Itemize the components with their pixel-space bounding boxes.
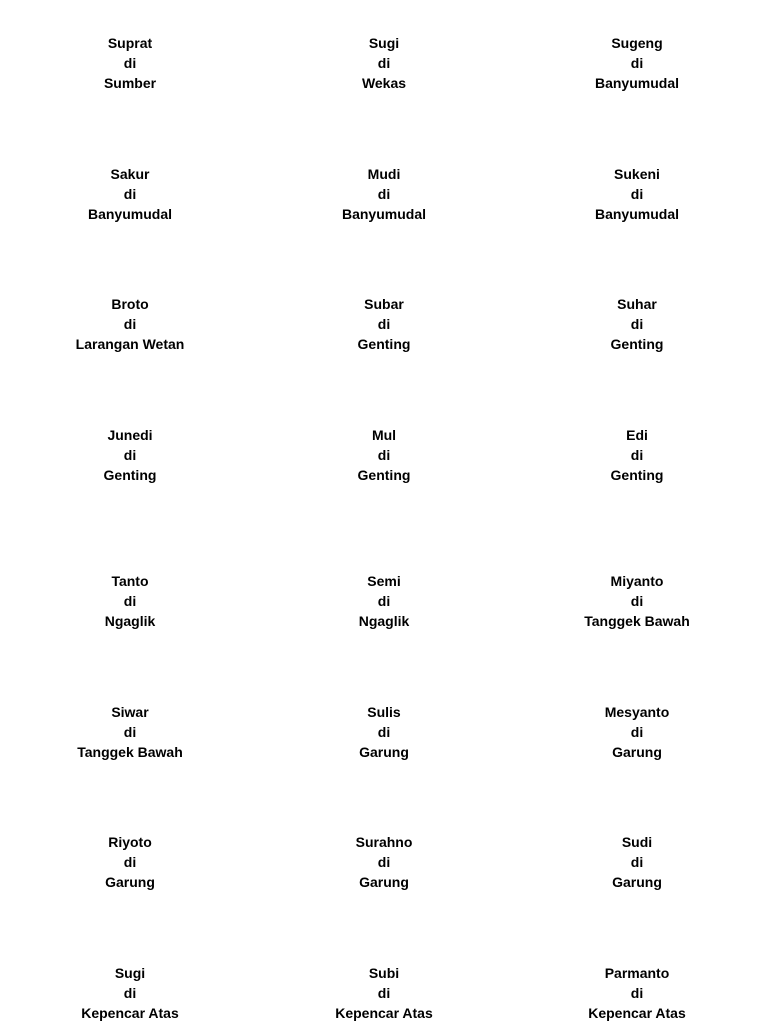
label-place: Banyumudal	[341, 206, 426, 222]
label-name: Mesyanto	[604, 704, 670, 720]
address-label	[20, 164, 240, 224]
address-label	[527, 963, 747, 1023]
address-label	[527, 33, 747, 93]
label-name: Broto	[111, 296, 149, 312]
label-place: Wekas	[361, 75, 407, 91]
label-name: Riyoto	[108, 834, 152, 850]
label-connector: di	[377, 724, 391, 740]
address-label	[274, 425, 494, 485]
label-place: Garung	[359, 874, 409, 890]
label-place: Genting	[357, 336, 411, 352]
label-connector: di	[377, 854, 391, 870]
address-label	[20, 963, 240, 1023]
label-name: Sukeni	[614, 166, 660, 182]
label-place: Genting	[610, 336, 664, 352]
label-place: Kepencar Atas	[588, 1005, 686, 1021]
label-name: Parmanto	[604, 965, 670, 981]
label-place: Genting	[103, 467, 157, 483]
label-place: Tanggek Bawah	[77, 744, 183, 760]
label-place: Garung	[359, 744, 409, 760]
label-name: Sugi	[368, 35, 400, 51]
label-connector: di	[377, 316, 391, 332]
label-connector: di	[123, 447, 137, 463]
label-connector: di	[630, 447, 644, 463]
label-connector: di	[123, 593, 137, 609]
label-name: Suhar	[617, 296, 657, 312]
label-connector: di	[630, 55, 644, 71]
label-connector: di	[123, 985, 137, 1001]
label-connector: di	[630, 593, 644, 609]
label-place: Larangan Wetan	[75, 336, 185, 352]
label-connector: di	[123, 186, 137, 202]
address-label	[274, 294, 494, 354]
label-place: Tanggek Bawah	[584, 613, 690, 629]
address-label	[274, 571, 494, 631]
label-place: Banyumudal	[594, 75, 679, 91]
label-place: Ngaglik	[104, 613, 156, 629]
address-label	[527, 425, 747, 485]
label-name: Mul	[371, 427, 397, 443]
label-connector: di	[377, 985, 391, 1001]
address-label	[527, 164, 747, 224]
label-place: Kepencar Atas	[335, 1005, 433, 1021]
label-name: Semi	[367, 573, 401, 589]
label-connector: di	[377, 447, 391, 463]
address-label	[20, 702, 240, 762]
label-name: Subi	[368, 965, 400, 981]
address-label	[274, 164, 494, 224]
address-label	[274, 832, 494, 892]
address-label	[274, 963, 494, 1023]
address-label	[20, 294, 240, 354]
label-connector: di	[630, 316, 644, 332]
label-name: Sugeng	[611, 35, 663, 51]
label-name: Sulis	[367, 704, 401, 720]
address-label	[20, 33, 240, 93]
label-connector: di	[377, 55, 391, 71]
label-connector: di	[377, 186, 391, 202]
label-connector: di	[123, 854, 137, 870]
label-connector: di	[377, 593, 391, 609]
label-connector: di	[123, 724, 137, 740]
label-name: Mudi	[367, 166, 401, 182]
address-label	[274, 702, 494, 762]
label-name: Subar	[364, 296, 404, 312]
address-label	[527, 702, 747, 762]
address-label	[527, 571, 747, 631]
label-place: Banyumudal	[594, 206, 679, 222]
label-name: Sakur	[110, 166, 150, 182]
address-label	[20, 832, 240, 892]
label-place: Genting	[357, 467, 411, 483]
label-place: Banyumudal	[87, 206, 172, 222]
label-name: Edi	[626, 427, 648, 443]
label-connector: di	[630, 985, 644, 1001]
label-name: Miyanto	[610, 573, 664, 589]
label-connector: di	[630, 186, 644, 202]
address-label	[20, 571, 240, 631]
label-name: Tanto	[111, 573, 149, 589]
label-place: Sumber	[103, 75, 157, 91]
address-label	[274, 33, 494, 93]
label-place: Garung	[612, 744, 662, 760]
address-label	[20, 425, 240, 485]
label-name: Surahno	[355, 834, 413, 850]
label-connector: di	[630, 724, 644, 740]
label-name: Suprat	[107, 35, 153, 51]
address-label	[527, 832, 747, 892]
label-place: Kepencar Atas	[81, 1005, 179, 1021]
label-place: Ngaglik	[358, 613, 410, 629]
label-name: Sudi	[621, 834, 653, 850]
label-connector: di	[630, 854, 644, 870]
label-place: Garung	[612, 874, 662, 890]
label-connector: di	[123, 55, 137, 71]
label-connector: di	[123, 316, 137, 332]
label-place: Garung	[105, 874, 155, 890]
label-name: Siwar	[111, 704, 149, 720]
address-label	[527, 294, 747, 354]
label-name: Junedi	[107, 427, 153, 443]
label-name: Sugi	[114, 965, 146, 981]
label-place: Genting	[610, 467, 664, 483]
